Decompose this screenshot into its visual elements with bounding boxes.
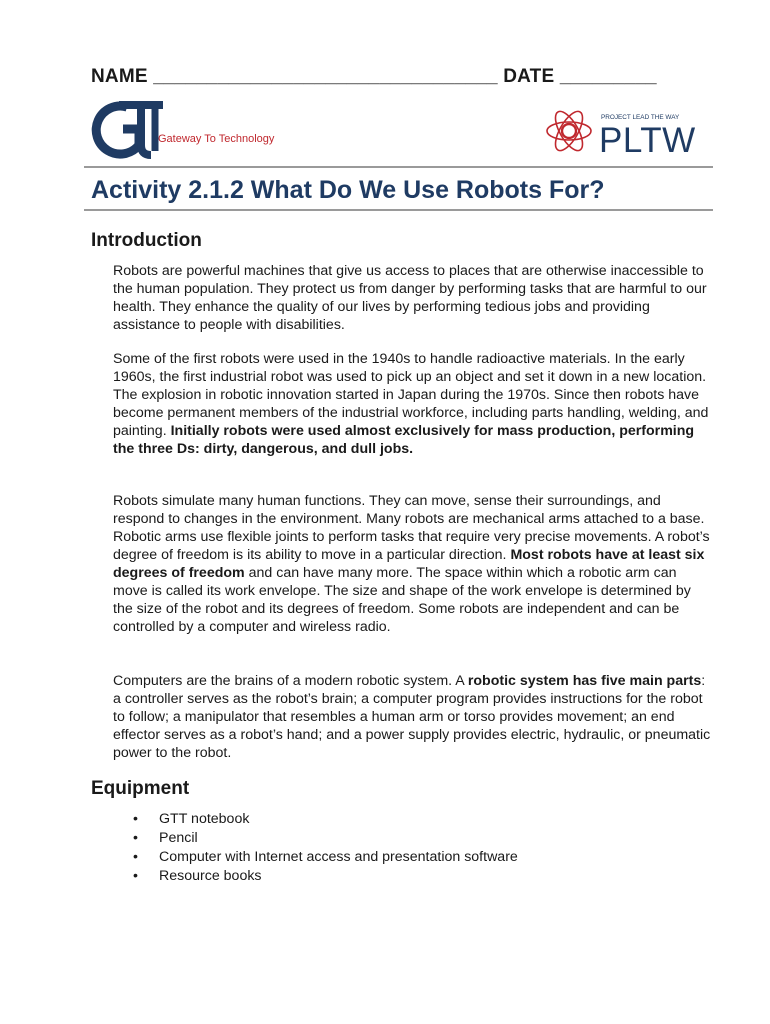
pltw-logo [545,100,717,160]
equipment-item-label: Resource books [159,868,262,884]
gateway-to-technology-logo [89,99,279,161]
bullet-icon: • [133,849,138,865]
intro-paragraph-2 [113,350,713,458]
paragraph-text: Robots are powerful machines that give us access to places that are otherwise inaccessible to the human population. They protect us from danger by performing tasks that are harmful to our health. They enhance the quality of our lives by performing tedious jobs and providing assistance to people with disabilities. [113,263,707,333]
list-item [113,848,673,867]
list-item [113,829,673,848]
bullet-icon: • [133,811,138,827]
paragraph-emphasis: Initially robots were used almost exclusively for mass production, performing the three Ds: dirty, dangerous, and dull jobs. [113,423,695,457]
introduction-heading: Introduction [91,230,202,251]
atom-icon [547,107,591,154]
equipment-item-label: GTT notebook [159,811,250,827]
paragraph-text: Some of the first robots were used in the 1940s to handle radioactive materials. In the early 1960s, the first industrial robot was used to pick up an object and set it down in a new location. The explosion in robotic innovation started in Japan during the 1970s. Since then robots have become permanent members of the industrial workforce, including parts handling, welding, and painting. [113,351,709,439]
paragraph-text: and can have many more. The space within which a robotic arm can move is called its work envelope. The size and shape of the work envelope is determined by the size of the robot and its degrees of freedom. Some robots are independent and can be controlled by a computer and wireless radio. [113,565,691,635]
bullet-icon: • [133,868,138,884]
paragraph-text: : a controller serves as the robot’s brain; a computer program provides instructions for the robot to follow; a manipulator that resembles a human arm or torso provides movement; an end effector serves as a robot’s hand; and a power supply provides electric, hydraulic, or pneumatic power to the robot. [113,673,711,761]
pltw-wordmark: PLTW [599,121,696,160]
paragraph-emphasis: robotic system has five main parts [467,673,702,689]
equipment-item-label: Computer with Internet access and presentation software [159,849,518,865]
paragraph-emphasis: Most robots have at least six degrees of freedom [113,547,705,581]
list-item [113,810,673,829]
bullet-icon: • [133,830,138,846]
page-title: Activity 2.1.2 What Do We Use Robots For? [91,176,605,204]
pltw-tagline: PROJECT LEAD THE WAY [601,114,680,121]
title-divider [84,209,713,211]
name-date-line: NAME ________________________________ DATE _________ [91,66,657,87]
intro-paragraph-1 [113,262,713,334]
intro-paragraph-4 [113,672,713,762]
intro-paragraph-3 [113,492,713,636]
header-divider [84,166,713,168]
equipment-heading: Equipment [91,778,190,799]
list-item [113,867,673,886]
paragraph-text: Computers are the brains of a modern robotic system. A [113,673,468,689]
gtt-logo-text: Gateway To Technology [158,133,275,145]
equipment-list [113,810,673,886]
paragraph-text: Robots simulate many human functions. They can move, sense their surroundings, and respond to changes in the environment. Many robots are mechanical arms attached to a base. Robotic arms use flexible joints to perform tasks that require very precise movements. A robot’s degree of freedom is its ability to move in a particular direction. [113,493,710,563]
equipment-item-label: Pencil [159,830,198,846]
